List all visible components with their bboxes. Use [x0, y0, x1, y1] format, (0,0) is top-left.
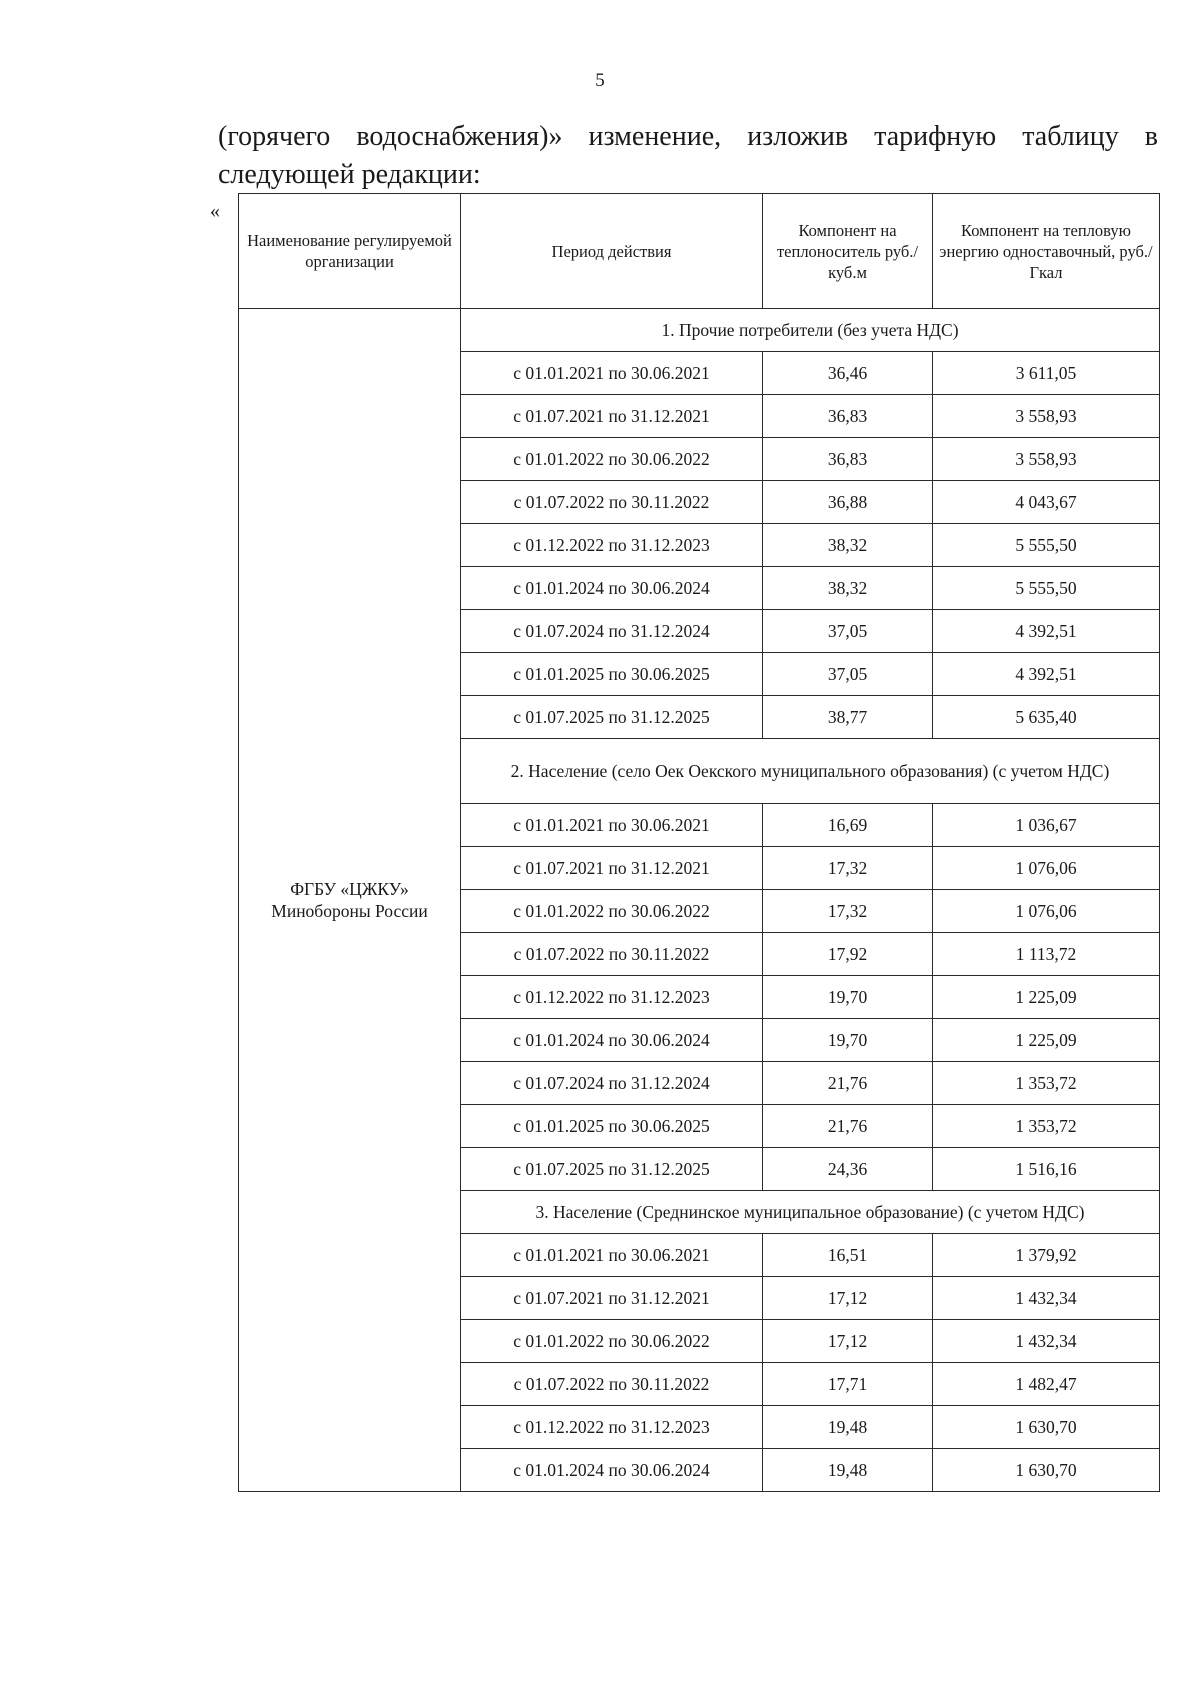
- coolant-value-cell: 17,12: [763, 1277, 933, 1320]
- period-cell: с 01.07.2022 по 30.11.2022: [461, 481, 763, 524]
- heat-value-cell: 3 558,93: [933, 438, 1160, 481]
- coolant-value-cell: 19,70: [763, 976, 933, 1019]
- heat-value-cell: 5 555,50: [933, 524, 1160, 567]
- coolant-value-cell: 38,77: [763, 696, 933, 739]
- coolant-value-cell: 17,12: [763, 1320, 933, 1363]
- heat-value-cell: 4 392,51: [933, 653, 1160, 696]
- heat-value-cell: 1 353,72: [933, 1062, 1160, 1105]
- period-cell: с 01.01.2021 по 30.06.2021: [461, 1234, 763, 1277]
- coolant-value-cell: 37,05: [763, 653, 933, 696]
- heat-value-cell: 1 076,06: [933, 847, 1160, 890]
- coolant-value-cell: 16,51: [763, 1234, 933, 1277]
- header-period: Период действия: [461, 194, 763, 309]
- coolant-value-cell: 36,46: [763, 352, 933, 395]
- period-cell: с 01.07.2022 по 30.11.2022: [461, 933, 763, 976]
- period-cell: с 01.01.2024 по 30.06.2024: [461, 567, 763, 610]
- period-cell: с 01.07.2021 по 31.12.2021: [461, 847, 763, 890]
- period-cell: с 01.01.2024 по 30.06.2024: [461, 1019, 763, 1062]
- coolant-value-cell: 17,92: [763, 933, 933, 976]
- table-header-row: [239, 194, 1160, 309]
- coolant-value-cell: 19,70: [763, 1019, 933, 1062]
- heat-value-cell: 3 611,05: [933, 352, 1160, 395]
- period-cell: с 01.12.2022 по 31.12.2023: [461, 1406, 763, 1449]
- period-cell: с 01.01.2022 по 30.06.2022: [461, 438, 763, 481]
- heat-value-cell: 1 630,70: [933, 1449, 1160, 1492]
- page-number: 5: [595, 70, 605, 91]
- heat-value-cell: 3 558,93: [933, 395, 1160, 438]
- heat-value-cell: 1 482,47: [933, 1363, 1160, 1406]
- coolant-value-cell: 19,48: [763, 1406, 933, 1449]
- period-cell: с 01.07.2021 по 31.12.2021: [461, 1277, 763, 1320]
- section-title: 1. Прочие потребители (без учета НДС): [461, 309, 1160, 352]
- coolant-value-cell: 17,32: [763, 890, 933, 933]
- period-cell: с 01.01.2024 по 30.06.2024: [461, 1449, 763, 1492]
- period-cell: с 01.01.2021 по 30.06.2021: [461, 804, 763, 847]
- coolant-value-cell: 38,32: [763, 524, 933, 567]
- heat-value-cell: 1 036,67: [933, 804, 1160, 847]
- period-cell: с 01.01.2025 по 30.06.2025: [461, 1105, 763, 1148]
- period-cell: с 01.12.2022 по 31.12.2023: [461, 524, 763, 567]
- coolant-value-cell: 36,83: [763, 395, 933, 438]
- heat-value-cell: 1 516,16: [933, 1148, 1160, 1191]
- tariff-table: [238, 193, 1160, 1492]
- period-cell: с 01.01.2022 по 30.06.2022: [461, 1320, 763, 1363]
- period-cell: с 01.07.2024 по 31.12.2024: [461, 1062, 763, 1105]
- period-cell: с 01.01.2022 по 30.06.2022: [461, 890, 763, 933]
- period-cell: с 01.12.2022 по 31.12.2023: [461, 976, 763, 1019]
- header-heat-component: Компонент на тепловую энергию одноставочный, руб./Гкал: [933, 194, 1160, 309]
- period-cell: с 01.07.2025 по 31.12.2025: [461, 696, 763, 739]
- coolant-value-cell: 19,48: [763, 1449, 933, 1492]
- period-cell: с 01.01.2021 по 30.06.2021: [461, 352, 763, 395]
- heat-value-cell: 5 555,50: [933, 567, 1160, 610]
- open-quote-mark: «: [210, 200, 220, 222]
- heat-value-cell: 1 432,34: [933, 1320, 1160, 1363]
- period-cell: с 01.07.2025 по 31.12.2025: [461, 1148, 763, 1191]
- section-title: 2. Население (село Оек Оекского муниципального образования) (с учетом НДС): [461, 739, 1160, 804]
- heat-value-cell: 4 392,51: [933, 610, 1160, 653]
- coolant-value-cell: 37,05: [763, 610, 933, 653]
- section-title: 3. Население (Среднинское муниципальное образование) (с учетом НДС): [461, 1191, 1160, 1234]
- coolant-value-cell: 21,76: [763, 1062, 933, 1105]
- intro-paragraph: (горячего водоснабжения)» изменение, изложив тарифную таблицу в следующей редакции:: [218, 121, 1158, 190]
- heat-value-cell: 5 635,40: [933, 696, 1160, 739]
- heat-value-cell: 1 379,92: [933, 1234, 1160, 1277]
- section-header-row: [239, 309, 1160, 352]
- coolant-value-cell: 17,71: [763, 1363, 933, 1406]
- heat-value-cell: 1 113,72: [933, 933, 1160, 976]
- period-cell: с 01.07.2021 по 31.12.2021: [461, 395, 763, 438]
- heat-value-cell: 1 630,70: [933, 1406, 1160, 1449]
- header-organization: Наименование регулируемой организации: [239, 194, 461, 309]
- heat-value-cell: 1 353,72: [933, 1105, 1160, 1148]
- coolant-value-cell: 38,32: [763, 567, 933, 610]
- heat-value-cell: 1 225,09: [933, 1019, 1160, 1062]
- coolant-value-cell: 16,69: [763, 804, 933, 847]
- coolant-value-cell: 17,32: [763, 847, 933, 890]
- coolant-value-cell: 24,36: [763, 1148, 933, 1191]
- coolant-value-cell: 36,88: [763, 481, 933, 524]
- period-cell: с 01.07.2024 по 31.12.2024: [461, 610, 763, 653]
- coolant-value-cell: 36,83: [763, 438, 933, 481]
- organization-name-cell: ФГБУ «ЦЖКУ» Минобороны России: [239, 309, 461, 1492]
- heat-value-cell: 4 043,67: [933, 481, 1160, 524]
- heat-value-cell: 1 432,34: [933, 1277, 1160, 1320]
- header-coolant-component: Компонент на теплоноситель руб./куб.м: [763, 194, 933, 309]
- period-cell: с 01.07.2022 по 30.11.2022: [461, 1363, 763, 1406]
- heat-value-cell: 1 076,06: [933, 890, 1160, 933]
- period-cell: с 01.01.2025 по 30.06.2025: [461, 653, 763, 696]
- heat-value-cell: 1 225,09: [933, 976, 1160, 1019]
- coolant-value-cell: 21,76: [763, 1105, 933, 1148]
- tariff-table-body: [239, 309, 1160, 1492]
